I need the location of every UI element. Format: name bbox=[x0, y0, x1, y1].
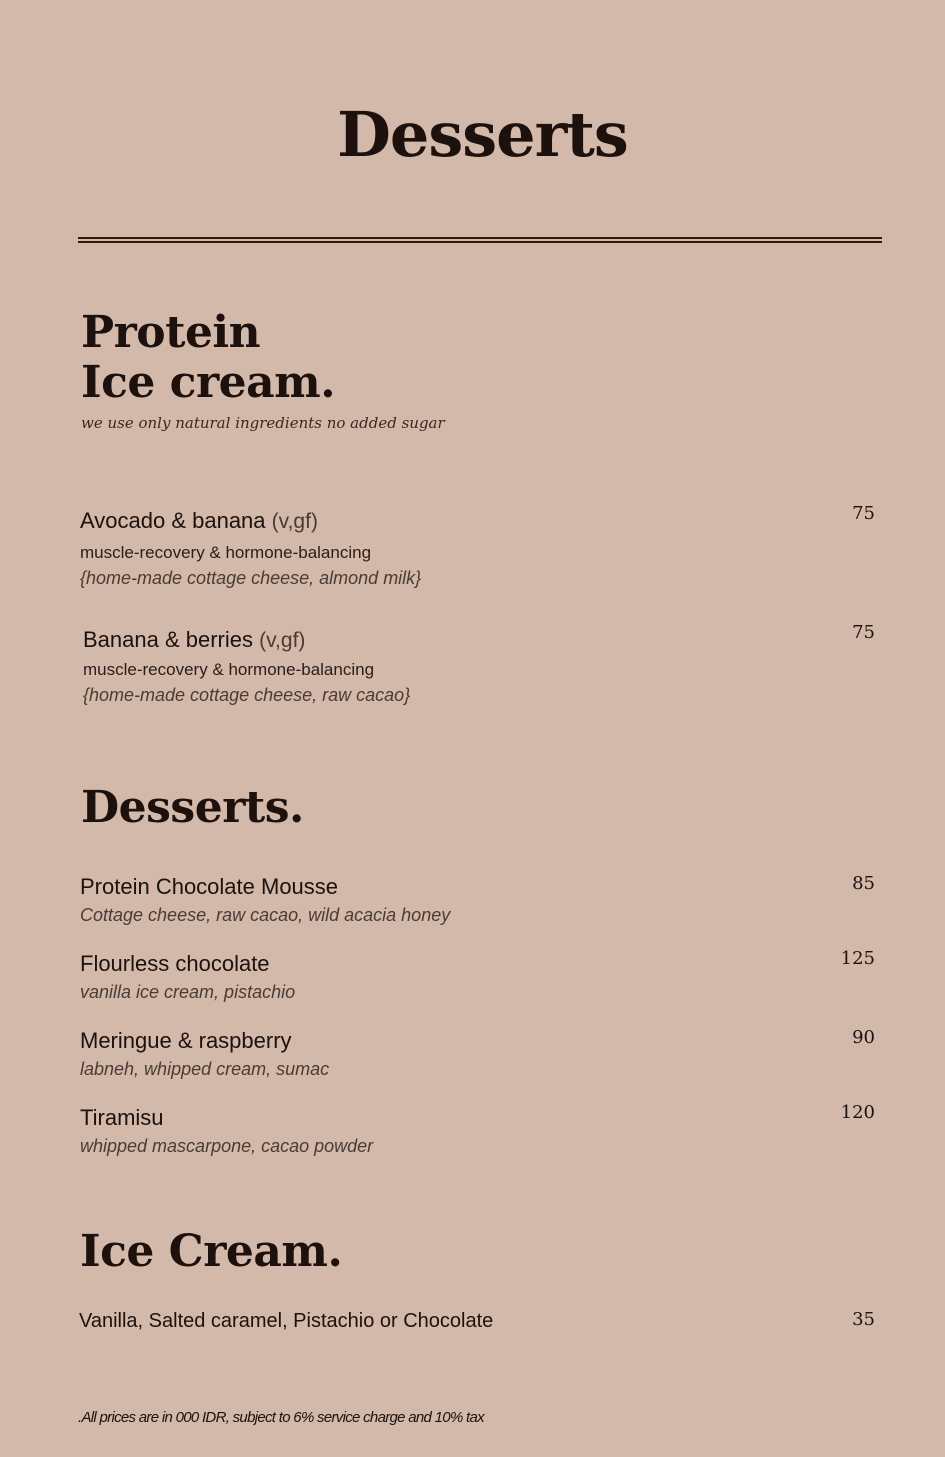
item-price: 75 bbox=[852, 622, 875, 643]
section-heading-line-1: Protein bbox=[81, 307, 261, 358]
item-name: Protein Chocolate Mousse bbox=[80, 874, 339, 899]
item-price: 75 bbox=[852, 503, 875, 524]
item-name: Banana & berries bbox=[83, 627, 253, 652]
item-diet-tag: (v,gf) bbox=[259, 629, 306, 652]
item-description: Cottage cheese, raw cacao, wild acacia honey bbox=[80, 905, 451, 925]
item-name: Flourless chocolate bbox=[80, 951, 270, 976]
item-description: {home-made cottage cheese, raw cacao} bbox=[83, 685, 411, 705]
item-name: Avocado & banana bbox=[80, 508, 266, 533]
menu-item bbox=[80, 873, 875, 927]
section-note: we use only natural ingredients no added sugar bbox=[81, 414, 445, 432]
menu-item bbox=[80, 503, 875, 590]
page-title: Desserts bbox=[337, 98, 628, 171]
item-price: 85 bbox=[852, 873, 875, 894]
item-name: Vanilla, Salted caramel, Pistachio or Chocolate bbox=[79, 1310, 494, 1332]
item-price: 90 bbox=[852, 1027, 875, 1048]
section-heading-protein-ice-cream bbox=[81, 308, 335, 408]
title-divider bbox=[78, 237, 882, 243]
item-name-row bbox=[80, 507, 875, 536]
item-name: Tiramisu bbox=[80, 1105, 164, 1130]
menu-item bbox=[80, 1104, 875, 1158]
section-heading-ice-cream: Ice Cream. bbox=[80, 1226, 343, 1277]
section-heading-desserts: Desserts. bbox=[81, 782, 304, 833]
item-price: 125 bbox=[840, 948, 875, 969]
menu-item bbox=[83, 622, 875, 707]
item-name-row bbox=[83, 626, 875, 655]
item-description: vanilla ice cream, pistachio bbox=[80, 982, 296, 1002]
menu-item bbox=[79, 1307, 875, 1335]
item-diet-tag: (v,gf) bbox=[271, 510, 318, 533]
item-price: 120 bbox=[840, 1102, 875, 1123]
section-heading-line-2: Ice cream. bbox=[81, 357, 336, 408]
item-subtitle: muscle-recovery & hormone-balancing bbox=[80, 543, 372, 562]
item-description: {home-made cottage cheese, almond milk} bbox=[80, 568, 422, 588]
price-disclaimer: .All prices are in 000 IDR, subject to 6% service charge and 10% tax bbox=[78, 1409, 484, 1426]
item-description: labneh, whipped cream, sumac bbox=[80, 1059, 330, 1079]
item-price: 35 bbox=[852, 1309, 875, 1330]
item-subtitle: muscle-recovery & hormone-balancing bbox=[83, 660, 375, 679]
item-name: Meringue & raspberry bbox=[80, 1028, 292, 1053]
menu-item bbox=[80, 950, 875, 1004]
item-description: whipped mascarpone, cacao powder bbox=[80, 1136, 374, 1156]
menu-item bbox=[80, 1027, 875, 1081]
